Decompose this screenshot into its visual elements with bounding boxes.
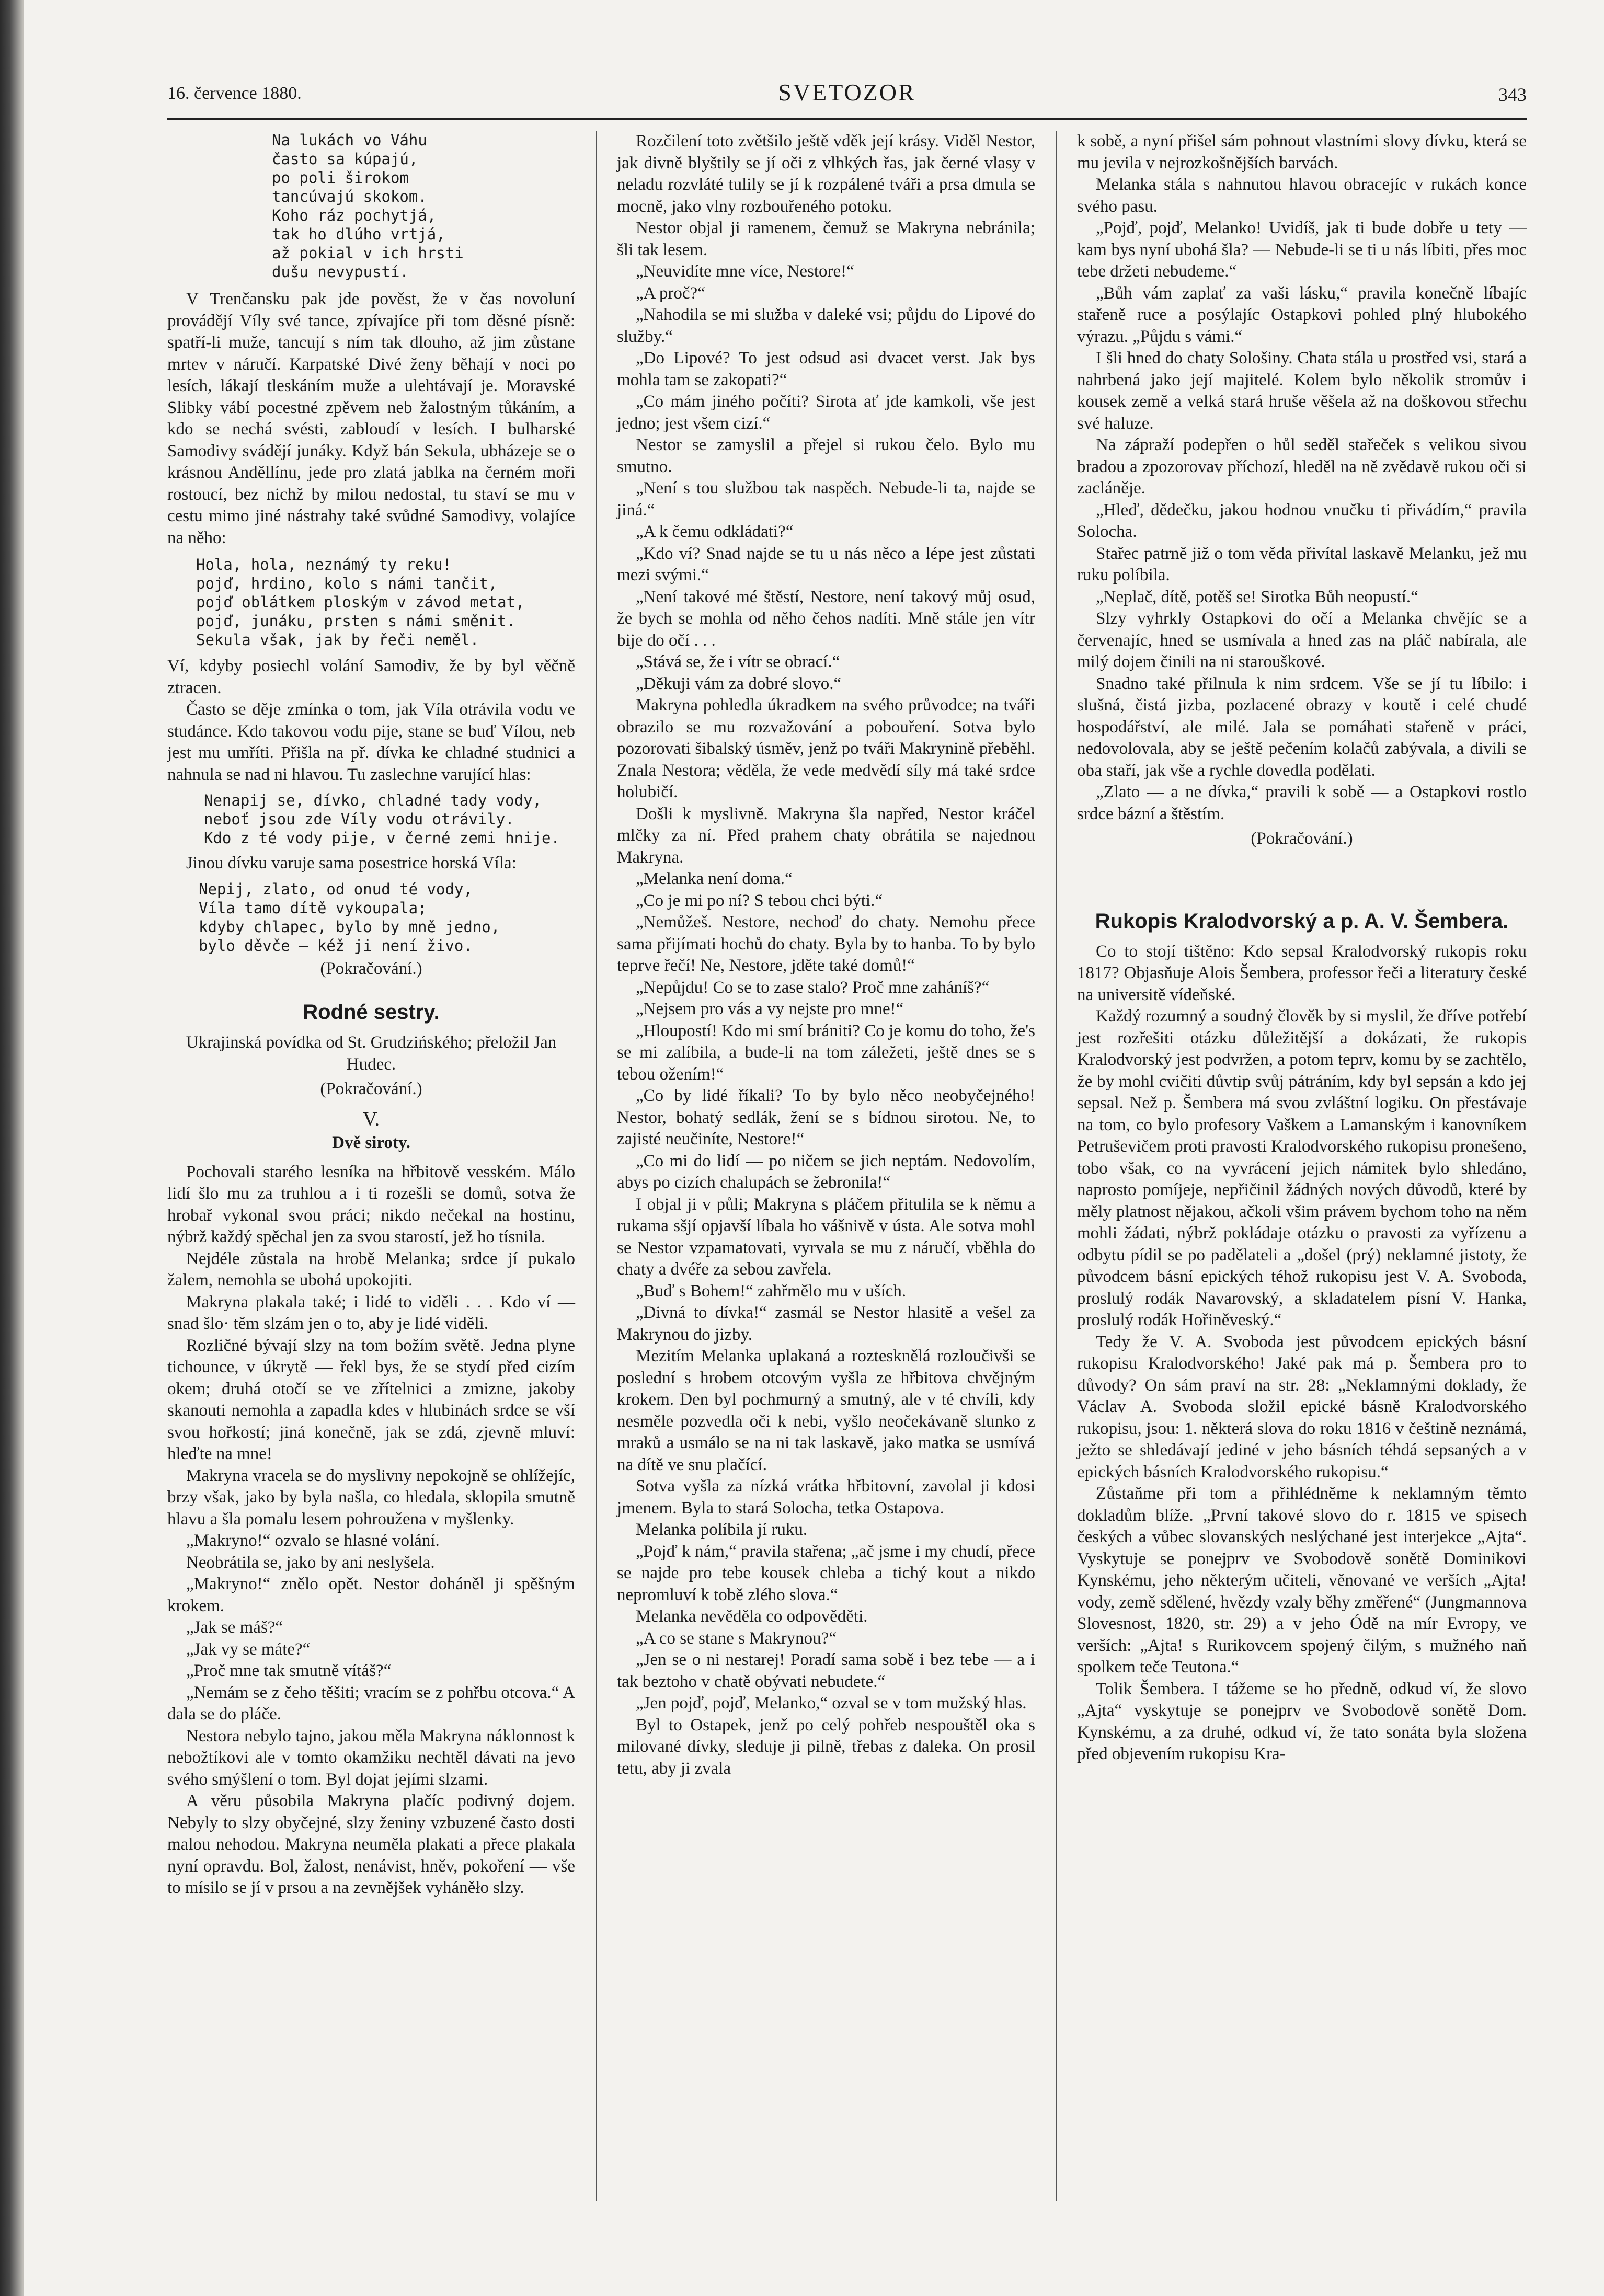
chapter-number: V. — [362, 1108, 380, 1130]
column-2 — [617, 131, 1035, 1780]
paragraph: Ví, kdyby posiechl volání Samodiv, že by byl věčně ztracen. — [167, 657, 575, 697]
paragraph: Makryna vracela se do myslivny nepokojně se ohlížejíc, brzy však, jako by byla našla, co hledala, sklopila smutně hlavu a šla pomalu lesem pohroužena v myšlenky. — [167, 1466, 575, 1529]
paragraph: „Do Lipové? To jest odsud asi dvacet verst. Jak bys mohla tam se zakopati?“ — [617, 349, 1035, 389]
paragraph: Nejdéle zůstala na hrobě Melanka; srdce jí pukalo žalem, nemohla se ubohá upokojiti. — [167, 1249, 575, 1290]
verse: Nepij, zlato, od onud té vody, Víla tamo dítě vykoupala; kdyby chlapec, bylo by mně jedno, bylo děvče — kéž ji není živo. — [199, 880, 500, 955]
article-title: Rodné sestry. — [303, 1001, 440, 1024]
paragraph: „Pojď k nám,“ pravila stařena; „ač jsme i my chudí, přece se najde pro tebe kousek chleba a tichý kout a nikdo nepromluví k tobě zlého slova.“ — [617, 1542, 1035, 1604]
paragraph: Zůstaňme při tom a přihlédněme k neklamným těmto dokladům blíže. „První takové slovo do r. 1815 ve spisech českých a vůbec slovanských neslýchané jest interjekce „Ajta“. Vyskytuje se ponejprv ve Svobodově sonětě Dominikovi Kynskému, jeho některým učiteli, věnované ve verších „Ajta! vody, země sdělené, hvězdy vzaly běhy změřené“ (Jungmannova Slovesnost, 1820, str. 29) a v jeho Ódě na mír Evropy, ve verších: „Ajta! s Rurikovcem spojený čilým, s mužného naň spolkem teče Teutona.“ — [1077, 1484, 1527, 1677]
paragraph: V Trenčansku pak jde pověst, že v čas novoluní provádějí Víly své tance, zpívajíce při tom děsné písně: spatří-li muže, tancují s ním tak dlouho, až jim zůstane mrtev v náručí. Karpatské Divé ženy běhají v noci po lesích, lákají tleskáním muže a ulehtávají je. Moravské Slibky vábí pocestné zpěvem neb žalostným tůkáním, a kdo se nechá svésti, zabloudí v lesích. I bulharské Samodivy svádějí junáky. Když bán Sekula, ubházeje se o krásnou Anděllínu, jede pro zlatá jablka na černém moři rostoucí, bez nichž by milou nedostal, tu staví se mu v cestu mimo jiné nástrahy také svůdné Samodivy, volajíce na něho: — [167, 290, 575, 547]
column-1 — [167, 131, 575, 1899]
paragraph: „Jak vy se máte?“ — [186, 1639, 311, 1659]
paragraph: Tedy že V. A. Svoboda jest původcem epických básní rukopisu Kralodvorského! Jaké pak má p. Šembera pro to důvody? On sám praví na str. 28: „Neklamnými doklady, že Václav A. Svoboda složil epické básně Kralodvorského rukopisu, jsou: 1. některá slova do roku 1816 v češtině neznámá, ježto se shledávají jediné v jeho básních téhdá sepsaných a v epických básních Kralodvorského rukopisu.“ — [1077, 1332, 1527, 1482]
column-divider — [1056, 131, 1057, 2201]
paragraph: „Pojď, pojď, Melanko! Uvidíš, jak ti bude dobře u tety — kam bys nyní ubohá šla? — Nebude-li se ti u nás líbiti, přes moc tebe držeti nebudeme.“ — [1077, 219, 1527, 281]
paragraph: Slzy vyhrkly Ostapkovi do očí a Melanka chvějíc se a červenajíc, hned se usmívala a hned zas na pláč nabírala, ale milý dojem činili na ni starouškové. — [1077, 609, 1527, 671]
article-subtitle: Ukrajinská povídka od St. Grudzińského; přeložil Jan Hudec. — [186, 1033, 557, 1074]
paragraph: Makryna plakala také; i lidé to viděli . . . Kdo ví — snad šlo· těm slzám jen o to, aby je lidé viděli. — [167, 1292, 575, 1333]
paragraph: „Nemůžeš. Nestore, nechoď do chaty. Nemohu přece sama přijímati hochů do chaty. Byla by to hanba. To by bylo teprve řečí! Ne, Nestore, jděte také domů!“ — [617, 913, 1035, 975]
paragraph: I šli hned do chaty Sološiny. Chata stála u prostřed vsi, stará a nahrbená jako její majitelé. Kolem bylo několik stromův i kousek země a velká stará hruše věšela až na doškovou střechu své haluze. — [1077, 349, 1527, 433]
paragraph: „Děkuji vám za dobré slovo.“ — [636, 674, 842, 693]
paragraph: Nestor objal ji ramenem, čemuž se Makryna nebránila; šli tak lesem. — [617, 219, 1035, 259]
journal-title: SVETOZOR — [778, 79, 916, 106]
paragraph: „Jak se máš?“ — [186, 1618, 283, 1637]
paragraph: Neobrátila se, jako by ani neslyšela. — [186, 1553, 435, 1572]
paragraph: Pochovali starého lesníka na hřbitově vesském. Málo lidí šlo mu za truhlou a i ti rozešli se domů, sotva že hrobař vykonal svou práci; nikdo nečekal na hostinu, nýbrž každý spěchal jen za svou starostí, jež ho tísnila. — [167, 1162, 575, 1246]
header-rule — [167, 118, 1527, 120]
paragraph: Snadno také přilnula k nim srdcem. Vše se jí tu líbilo: i slušná, čistá jizba, pozlacené obrazy v koutě i celé chudé hospodářství, ale milé. Jala se pomáhati stařeně v práci, nedovolovala, aby se ještě pečením kolačů zabývala, a divili se oba staří, jak vše a rychle dovedla podělati. — [1077, 674, 1527, 780]
paragraph: „Nepůjdu! Co se to zase stalo? Proč mne zaháníš?“ — [636, 978, 990, 997]
paragraph: „A k čemu odkládati?“ — [636, 522, 794, 541]
paragraph: Melanka políbila jí ruku. — [636, 1520, 808, 1539]
paragraph: Na zápraží podepřen o hůl seděl stařeček s velikou sivou bradou a zpozorovav příchozí, hleděl na ně zvědavě rukou oči si zacláněje. — [1077, 435, 1527, 498]
verse: Hola, hola, neznámý ty reku! pojď, hrdino, kolo s námi tančit, pojď oblátkem ploským v závod metat, pojď, junáku, prsten s námi směnit. Sekula však, jak by řeči neměl. — [196, 556, 525, 649]
paragraph: „Hleď, dědečku, jakou hodnou vnučku ti přivádím,“ pravila Solocha. — [1077, 500, 1527, 541]
paragraph: „Jen se o ni nestarej! Poradí sama sobě i bez tebe — a i tak beztoho v chatě obývati nebudete.“ — [617, 1650, 1035, 1691]
paragraph: „A co se stane s Makrynou?“ — [636, 1628, 837, 1648]
continued-note: (Pokračování.) — [320, 959, 422, 978]
paragraph: k sobě, a nyní přišel sám pohnout vlastními slovy dívku, která se mu jevila v nejrozkošnějších barvách. — [1077, 132, 1527, 173]
verse: Nenapij se, dívko, chladné tady vody, neboť jsou zde Víly vodu otrávily. Kdo z té vody pije, v černé zemi hnije. — [204, 791, 560, 847]
paragraph: Nestor se zamyslil a přejel si rukou čelo. Bylo mu smutno. — [617, 435, 1035, 476]
paragraph: Sotva vyšla za nízká vrátka hřbitovní, zavolal ji kdosi jmenem. Byla to stará Solocha, tetka Ostapova. — [617, 1477, 1035, 1518]
scan-edge — [0, 0, 24, 2296]
paragraph: Melanka nevěděla co odpověděti. — [636, 1607, 868, 1626]
paragraph: Melanka stála s nahnutou hlavou obracejíc v rukách konce svého pasu. — [1077, 175, 1527, 216]
paragraph: „Bůh vám zaplať za vaši lásku,“ pravila konečně líbajíc stařeně ruce a posýlajíc Ostapkovi pohled plný hlubokého výrazu. „Půjdu s vámi.“ — [1077, 283, 1527, 346]
article-title: Rukopis Kralodvorský a p. A. V. Šembera. — [1095, 909, 1509, 933]
paragraph: Rozčilení toto zvětšilo ještě vděk její krásy. Viděl Nestor, jak divně blyštily se jí oči z vlhkých řas, jak černé vlasy v neladu rozvláté tulily se jí k rozpálené tváři a prsa dmula se mocně, jako vlny rozbouřeného potoku. — [617, 132, 1035, 216]
chapter-title: Dvě siroty. — [332, 1133, 410, 1152]
paragraph: „Co mi do lidí — po ničem se jich neptám. Nedovolím, abys po cizích chalupách se žebronila!“ — [617, 1151, 1035, 1192]
paragraph: „Nemám se z čeho těšiti; vracím se z pohřbu otcova.“ A dala se do pláče. — [167, 1683, 575, 1724]
paragraph: Jinou dívku varuje sama posestrice horská Víla: — [186, 854, 517, 873]
paragraph: „Nahodila se mi služba v daleké vsi; půjdu do Lipové do služby.“ — [617, 305, 1035, 346]
paragraph: „Zlato — a ne dívka,“ pravili k sobě — a Ostapkovi rostlo srdce bázní a štěstím. — [1077, 783, 1527, 823]
paragraph: Došli k myslivně. Makryna šla napřed, Nestor kráčel mlčky za ní. Před prahem chaty obrátila se najednou Makryna. — [617, 804, 1035, 867]
issue-date: 16. července 1880. — [167, 84, 302, 103]
paragraph: „Není takové mé štěstí, Nestore, není takový můj osud, že bych se mohla od něho čehos nadíti. Mně stále jen vítr bije do očí . . . — [617, 587, 1035, 650]
paragraph: „Melanka není doma.“ — [636, 869, 793, 888]
page-number: 343 — [1498, 84, 1527, 105]
paragraph: Každý rozumný a soudný člověk by si myslil, že dříve potřebí jest rozřešiti otázku důležitější a dokázati, že rukopis Kralodvorský jest podvržen, a potom teprv, komu by se zachtělo, že by mohl cvičiti důvtip svůj pátráním, kdy byl sepsán a kdo jej sepsal. Než p. Šembera má svou zvláštní logiku. On přestávaje na tom, co bylo profesory Vaškem a Lamanským i kanovníkem Petruševičem proti pravosti Kralodvorského rukopisu pronešeno, tobo však, co na vyvrácení jejich námitek bylo shledáno, naprosto pomíjeje, nepřičinil žádných nových důvodů, které by měly platnost nějakou, ačkoli všim právem bychom toho na něm mohli žádati, nýbrž pokládaje otázku o pravosti za vyřízenu a odbytu pídil se po padělateli a „došel (prý) neklamné jistoty, že původcem básní epických téhož rukopisu jest V. A. Svoboda, proslulý rodák Navarovský, a skladatelem písní V. Hanka, proslulý rodák Hořiněveský.“ — [1077, 1007, 1527, 1329]
paragraph: „Neplač, dítě, potěš se! Sirotka Bůh neopustí.“ — [1096, 587, 1418, 606]
paragraph: „Makryno!“ ozvalo se hlasné volání. — [186, 1531, 440, 1550]
paragraph: „Neuvidíte mne více, Nestore!“ — [636, 262, 854, 281]
paragraph: Mezitím Melanka uplakaná a roztesknělá rozloučivši se poslední s hrobem otcovým vyšla ze hřbitova chvějným krokem. Den byl pochmurný a smutný, ale v té chvíli, kdy nesměle pozvedla oči k nebi, vyšlo neočekávaně slunko z mraků a usmálo se na ni tak laskavě, jako matka se usmívá na dítě ve snu plačící. — [617, 1347, 1035, 1474]
paragraph: „Divná to dívka!“ zasmál se Nestor hlasitě a vešel za Makrynou do jizby. — [617, 1303, 1035, 1344]
paragraph: „A proč?“ — [636, 283, 705, 303]
paragraph: Tolik Šembera. I tážeme se ho předně, odkud ví, že slovo „Ajta“ vyskytuje se ponejprv ve Svobodově sonětě Dom. Kynskému, a za druhé, odkud ví, že tato sonáta byla složena před objevením rukopisu Kra- — [1077, 1679, 1527, 1763]
paragraph: „Kdo ví? Snad najde se tu u nás něco a lépe jest zůstati mezi svými.“ — [617, 544, 1035, 584]
paragraph: „Co mám jiného počíti? Sirota ať jde kamkoli, vše jest jedno; jest všem cizí.“ — [617, 392, 1035, 433]
paragraph: „Nejsem pro vás a vy nejste pro mne!“ — [636, 1000, 904, 1018]
paragraph: Často se děje zmínka o tom, jak Víla otrávila vodu ve studánce. Kdo takovou vodu pije, stane se buď Vílou, neb jest mu umříti. Přišla na př. dívka ke chladné studnici a nahnula se nad ni hlavou. Tu zaslechne varující hlas: — [167, 700, 575, 784]
paragraph: „Proč mne tak smutně vítáš?“ — [186, 1661, 392, 1680]
paragraph: Rozličné bývají slzy na tom božím světě. Jedna plyne tichounce, v úkrytě — řekl bys, že se stydí před cizím okem; druhá otočí se ve zřítelnici a zmizne, jakoby skanouti nemohla a zapadla kdes v hlubinách srdce se vší svou hořkostí; jiná konečně, jak se zdá, zjevně mluví: hleďte na mne! — [167, 1336, 575, 1463]
paragraph: „Hloupostí! Kdo mi smí brániti? Co je komu do toho, že's se mi zalíbila, a bude-li na tom záležeti, ještě dnes se s tebou ožením!“ — [617, 1021, 1035, 1084]
verse: Na lukách vo Váhu často sa kúpajú, po poli širokom tancúvajú skokom. Koho ráz pochytjá, tak ho dlúho vrtjá, až pokial v ich hrsti dušu nevypustí. — [272, 131, 464, 281]
paragraph: A věru působila Makryna plačíc podivný dojem. Nebyly to slzy obyčejné, slzy ženiny vzbuzené často dosti malou nehodou. Makryna neuměla plakati a přece plakala nyní opravdu. Bol, žalost, nenávist, hněv, pokoření — vše to mísilo se jí v prsou a na zevnějšek vyháněło slzy. — [167, 1792, 575, 1897]
paragraph: Makryna pohledla úkradkem na svého průvodce; na tváři obrazilo se mu rozvažování a pobouření. Sotva bylo pozorovati šibalský úsměv, jenž po tváři Makrynině přeběhl. Znala Nestora; věděla, že vede medvědí síly má také srdce holubičí. — [617, 696, 1035, 801]
paragraph: „Buď s Bohem!“ zahřmělo mu v uších. — [636, 1281, 907, 1301]
page-header — [167, 78, 1527, 115]
paragraph: „Není s tou službou tak naspěch. Nebude-li ta, najde se jiná.“ — [617, 479, 1035, 520]
column-divider — [596, 131, 597, 2201]
paragraph: Nestora nebylo tajno, jakou měla Makryna náklonnost k nebožtíkovi ale v tomto okamžiku nechtěl dávati na jevo svého smýšlení o tom. Byl dojat jejími slzami. — [167, 1726, 575, 1789]
paragraph: Co to stojí tištěno: Kdo sepsal Kralodvorský rukopis roku 1817? Objasňuje Alois Šembera, professor řeči a literatury české na universitě vídeňské. — [1077, 942, 1527, 1004]
paragraph: „Jen pojď, pojď, Melanko,“ ozval se v tom mužský hlas. — [636, 1694, 1027, 1713]
paragraph: Stařec patrně již o tom věda přivítal laskavě Melanku, jež mu ruku políbila. — [1077, 544, 1527, 584]
continued-note: (Pokračování.) — [1251, 829, 1353, 848]
column-3 — [1077, 131, 1527, 1765]
paragraph: „Stává se, že i vítr se obrací.“ — [636, 652, 840, 671]
paragraph: „Co je mi po ní? S tebou chci býti.“ — [636, 891, 883, 910]
continued-note: (Pokračování.) — [320, 1080, 422, 1098]
paragraph: Byl to Ostapek, jenž po celý pohřeb nespouštěl oka s milované dívky, sleduje ji pilně, třebas z daleka. On prosil tetu, aby ji zvala — [617, 1715, 1035, 1778]
paragraph: I objal ji v půli; Makryna s pláčem přitulila se k němu a rukama sšjí opjavší líbala ho vášnivě v ústa. Ale sotva mohl se Nestor vzpamatovati, vyrvala se mu z náručí, vběhla do chaty a dvéře za sebou zavřela. — [617, 1195, 1035, 1279]
paragraph: „Co by lidé říkali? To by bylo něco neobyčejného! Nestor, bohatý sedlák, žení se s bídnou sirotou. Ne, to zajisté neučiníte, Nestore!“ — [617, 1086, 1035, 1149]
paragraph: „Makryno!“ znělo opět. Nestor doháněl ji spěšným krokem. — [167, 1575, 575, 1615]
